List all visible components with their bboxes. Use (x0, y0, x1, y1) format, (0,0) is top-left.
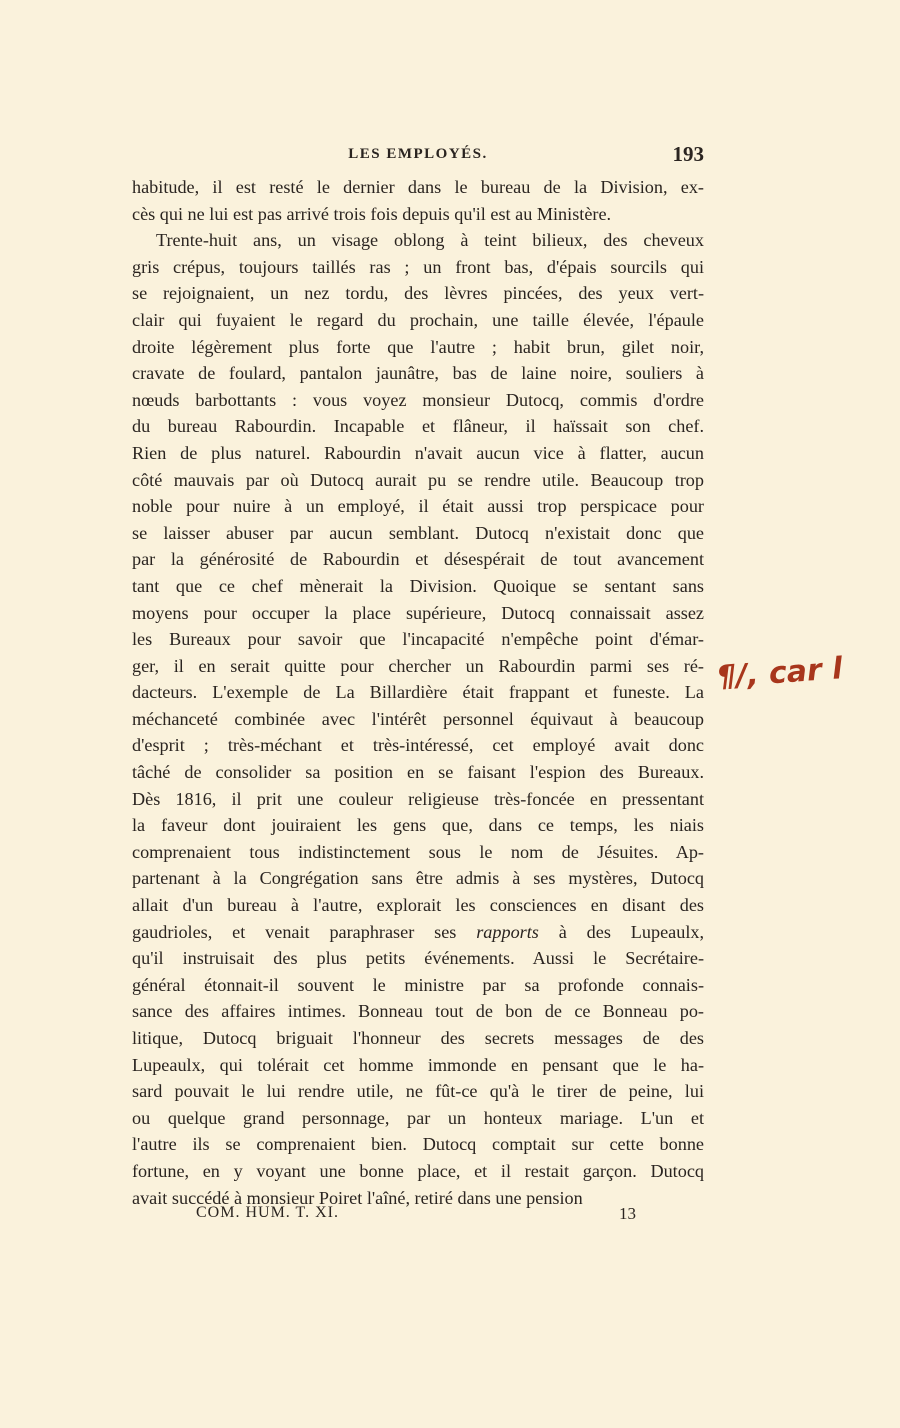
text-line: les Bureaux pour savoir que l'incapacité n'empêche point d'émar- (132, 629, 704, 650)
text-line: sard pouvait le lui rendre utile, ne fût-ce qu'à le tirer de peine, lui (132, 1081, 704, 1102)
text-line: gris crépus, toujours taillés ras ; un front bas, d'épais sourcils qui (132, 256, 704, 277)
text-line: tâché de consolider sa position en se faisant l'espion des Bureaux. (132, 762, 704, 783)
text-line: se rejoignaient, un nez tordu, des lèvres pincées, des yeux vert- (132, 283, 704, 304)
italic-word: rapports (476, 921, 539, 942)
text-line: litique, Dutocq briguait l'honneur des secrets messages de des (132, 1028, 704, 1048)
text-line: droite légèrement plus forte que l'autre ; habit brun, gilet noir, (132, 336, 704, 357)
text-line: partenant à la Congrégation sans être admis à ses mystères, Dutocq (132, 868, 704, 889)
text-line: ger, il en serait quitte pour chercher un Rabourdin parmi ses ré- (132, 655, 704, 676)
running-title: LES EMPLOYÉS. (348, 146, 488, 162)
signature-mark: COM. HUM. T. XI. (196, 1204, 339, 1221)
text-line: côté mauvais par où Dutocq aurait pu se rendre utile. Beaucoup trop (132, 469, 704, 490)
text-line: avait succédé à monsieur Poiret l'aîné, retiré dans une pension (132, 1187, 583, 1208)
text-line: cravate de foulard, pantalon jaunâtre, bas de laine noire, souliers à (132, 363, 704, 384)
text-line: Trente-huit ans, un visage oblong à teint bilieux, des cheveux (156, 230, 704, 251)
text-line: l'autre ils se comprenaient bien. Dutocq comptait sur cette bonne (132, 1134, 704, 1155)
text-line: d'esprit ; très-méchant et très-intéressé, cet employé avait donc (132, 735, 704, 756)
text-line: qu'il instruisait des plus petits événements. Aussi le Secrétaire- (132, 948, 704, 969)
text-line: nœuds barbottants : vous voyez monsieur Dutocq, commis d'ordre (132, 389, 704, 410)
text-line: du bureau Rabourdin. Incapable et flâneur, il haïssait son chef. (132, 416, 704, 437)
text-line: la faveur dont jouiraient les gens que, dans ce temps, les niais (132, 815, 704, 836)
text-line: méchanceté combinée avec l'intérêt personnel équivaut à beaucoup (132, 708, 704, 729)
text-line: Rien de plus naturel. Rabourdin n'avait aucun vice à flatter, aucun (132, 442, 704, 463)
text-line: ou quelque grand personnage, par un honteux mariage. L'un et (132, 1107, 704, 1128)
text-line: moyens pour occuper la place supérieure, Dutocq connaissait assez (132, 602, 704, 623)
text-line: cès qui ne lui est pas arrivé trois fois depuis qu'il est au Ministère. (132, 203, 612, 224)
text-line: sance des affaires intimes. Bonneau tout de bon de ce Bonneau po- (132, 1001, 704, 1022)
text-line: dacteurs. L'exemple de La Billardière était frappant et funeste. La (132, 682, 704, 703)
text-line: se laisser abuser par aucun semblant. Dutocq n'existait donc que (132, 522, 704, 543)
body-text (132, 174, 704, 1211)
page-number: 193 (672, 142, 704, 166)
text-line: tant que ce chef mènerait la Division. Quoique se sentant sans (132, 575, 704, 596)
text-line: comprenaient tous indistinctement sous le nom de Jésuites. Ap- (132, 841, 704, 862)
text-line: noble pour nuire à un employé, il était aussi trop perspicace pour (132, 496, 704, 517)
text-line: allait d'un bureau à l'autre, explorait les consciences en disant des (132, 895, 704, 916)
page-footer (196, 1204, 636, 1228)
text-segment: à des Lupeaulx, (558, 921, 705, 942)
page-header (132, 142, 704, 170)
text-line-with-italic (132, 919, 704, 946)
text-line: Dès 1816, il prit une couleur religieuse très-foncée en pressentant (132, 788, 704, 809)
text-segment: gaudrioles, et venait paraphraser ses (132, 921, 457, 942)
text-line: par la générosité de Rabourdin et désespérait de tout avancement (132, 549, 704, 570)
handwritten-margin-note: ¶/, car l (716, 651, 844, 695)
text-line: habitude, il est resté le dernier dans le bureau de la Division, ex- (132, 177, 704, 197)
text-line: Lupeaulx, qui tolérait cet homme immonde en pensant que le ha- (132, 1054, 704, 1075)
text-line: clair qui fuyaient le regard du prochain, une taille élevée, l'épaule (132, 309, 704, 330)
text-line: fortune, en y voyant une bonne place, et il restait garçon. Dutocq (132, 1160, 704, 1181)
text-line: général étonnait-il souvent le ministre par sa profonde connais- (132, 974, 704, 995)
sheet-number: 13 (619, 1204, 636, 1223)
